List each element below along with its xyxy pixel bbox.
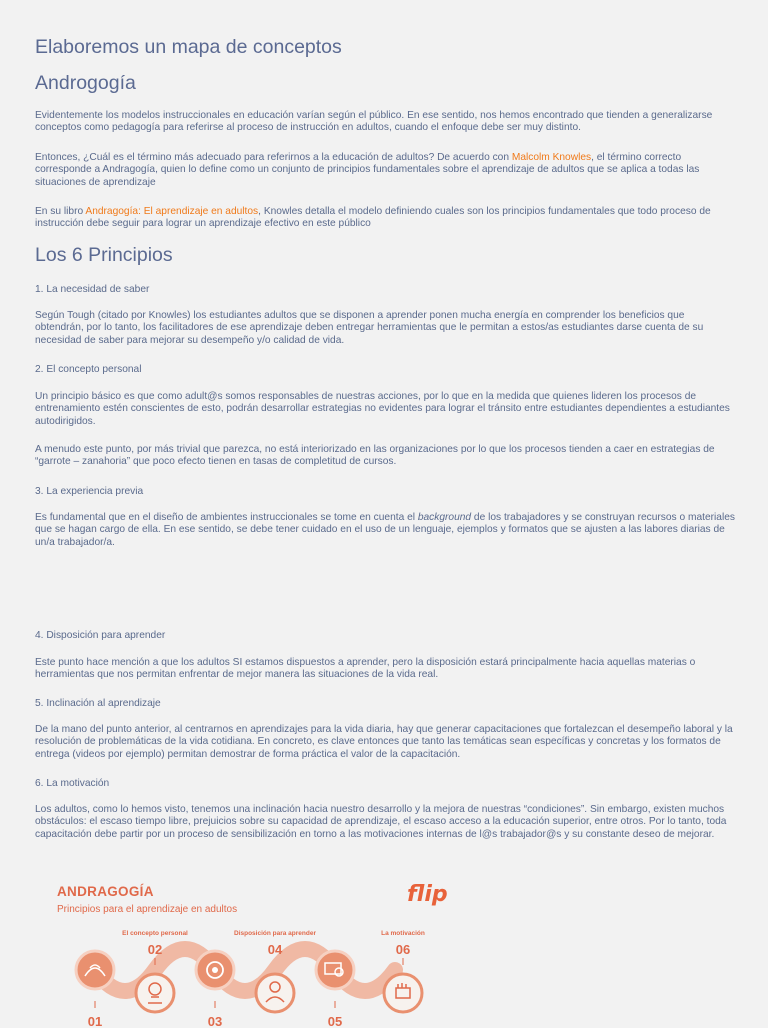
label-motivacion: La motivación	[381, 930, 425, 937]
principle-6-title: 6. La motivación	[35, 778, 110, 789]
person-idea-icon	[256, 974, 294, 1012]
section-heading-andragogia: Androgogía	[35, 72, 136, 94]
brain-gear-icon	[136, 974, 174, 1012]
principle-1-body: Según Tough (citado por Knowles) los estudiantes adultos que se disponen a aprender ponen mucha energía en comprender los beneficios que obtendrán, por lo tanto, los facilitadores de ese aprendizaje deben entregar herramientas que le permitan a estos/as estudiantes darse cuenta de su necesidad de saber para mejorar su desempeño y/o calidad de vida.	[35, 310, 704, 346]
principle-5-title: 5. Inclinación al aprendizaje	[35, 698, 161, 709]
intro-paragraph-3	[35, 206, 735, 231]
hands-brain-icon	[76, 951, 114, 989]
infographic-subtitle: Principios para el aprendizaje en adultos	[57, 904, 238, 915]
search-screen-icon	[316, 951, 354, 989]
principle-3-text-before: Es fundamental que en el diseño de ambientes instruccionales se tome en cuenta el	[35, 512, 418, 523]
principle-3-body	[35, 512, 735, 549]
number-04: 04	[267, 942, 283, 957]
intro-p2-text-before: Entonces, ¿Cuál es el término más adecuado para referirnos a la educación de adultos? De acuerdo con	[35, 152, 512, 163]
malcolm-knowles-link[interactable]: Malcolm Knowles	[511, 152, 592, 163]
section-heading-principios: Los 6 Principios	[35, 244, 173, 266]
intro-p2-text-after: , el término correcto corresponde a Andragogía, quien lo define como un conjunto de principios fundamentales sobre el aprendizaje de adultos que se aplica a todas las situaciones de aprendizaje	[35, 152, 700, 188]
intro-p3-text-after: , Knowles detalla el modelo definiendo cuales son los principios fundamentales que todo proceso de instrucción debe seguir para lograr un aprendizaje efectivo en este público	[35, 206, 711, 230]
principle-4-title: 4. Disposición para aprender	[35, 630, 166, 641]
andragogia-infographic	[35, 868, 455, 1028]
intro-paragraph-2	[35, 152, 735, 189]
intro-p3-text-before: En su libro	[35, 206, 86, 217]
label-concepto-personal: El concepto personal	[122, 930, 188, 937]
number-06: 06	[395, 942, 411, 957]
head-gears-icon	[196, 951, 234, 989]
number-05: 05	[327, 1014, 343, 1028]
intro-paragraph-1: Evidentemente los modelos instruccionales en educación varían según el público. En ese sentido, nos hemos encontrado que tienden a generalizarse conceptos como pedagogía para referirse al proceso de instrucción en adultos, cuando el enfoque debe ser muy distinto.	[35, 110, 713, 134]
number-03: 03	[207, 1014, 223, 1028]
andragogia-book-link[interactable]: Andragogía: El aprendizaje en adultos	[85, 206, 259, 217]
principle-4-body: Este punto hace mención a que los adultos SI estamos dispuestos a aprender, pero la disposición estará principalmente hacia aquellas materias o herramientas que nos permitan enfrentar de mejor manera las situaciones de la vida real.	[35, 657, 696, 681]
principle-6-body: Los adultos, como lo hemos visto, tenemos una inclinación hacia nuestro desarrollo y la mejora de nuestras “condiciones”. Sin embargo, existen muchos obstáculos: el escaso tiempo libre, prejuicios sobre su capacidad de aprendizaje, el escaso acceso a la educación superior, entre otros. Por lo tanto, toda capacitación debe partir por un proceso de sensibilización en torno a las motivaciones internas de l@s trabajador@s y su constante deseo de mejorar.	[35, 804, 727, 840]
flip-logo: flip	[407, 882, 448, 907]
raised-fist-icon	[384, 974, 422, 1012]
principle-2-body-1: Un principio básico es que como adult@s somos responsables de nuestras acciones, por lo que en la medida que quienes lideren los procesos de entrenamiento estén conscientes de esto, podrán desarrollar estrategias no evidentes para lograr el tránsito entre estudiantes dependientes a estudiantes autodirigidos.	[35, 391, 730, 427]
principle-1-title: 1. La necesidad de saber	[35, 284, 150, 295]
principle-2-body-2: A menudo este punto, por más trivial que parezca, no está interiorizado en las organizaciones por lo que los procesos tienden a caer en estrategias de “garrote – zanahoria” que poco efecto tienen en tasas de completitud de cursos.	[35, 444, 715, 468]
label-disposicion: Disposición para aprender	[234, 930, 316, 937]
principle-3-text-after: de los trabajadores y se construyan recursos o materiales que se hagan cargo de ella. En ese sentido, se debe tener cuidado en el uso de un lenguaje, ejemplos y formatos que se ajusten a las labores diarias de un/a trabajador/a.	[35, 512, 735, 548]
principle-5-body: De la mano del punto anterior, al centrarnos en aprendizajes para la vida diaria, hay que generar capacitaciones que fortalezcan el desempeño laboral y la resolución de problemáticas de la vida cotidiana. En concreto, es clave entonces que tanto las temáticas sean específicas y concretas y los formatos de entrega (videos por ejemplo) permitan demostrar de forma práctica el valor de la capacitación.	[35, 724, 733, 760]
infographic-title: ANDRAGOGÍA	[57, 884, 154, 899]
principle-3-italic-term: background	[417, 512, 472, 523]
principle-3-title: 3. La experiencia previa	[35, 486, 144, 497]
number-02: 02	[147, 942, 163, 957]
principle-2-title: 2. El concepto personal	[35, 364, 142, 375]
page-title: Elaboremos un mapa de conceptos	[35, 36, 342, 58]
principles-chain-graphic	[35, 868, 455, 1028]
number-01: 01	[87, 1014, 103, 1028]
